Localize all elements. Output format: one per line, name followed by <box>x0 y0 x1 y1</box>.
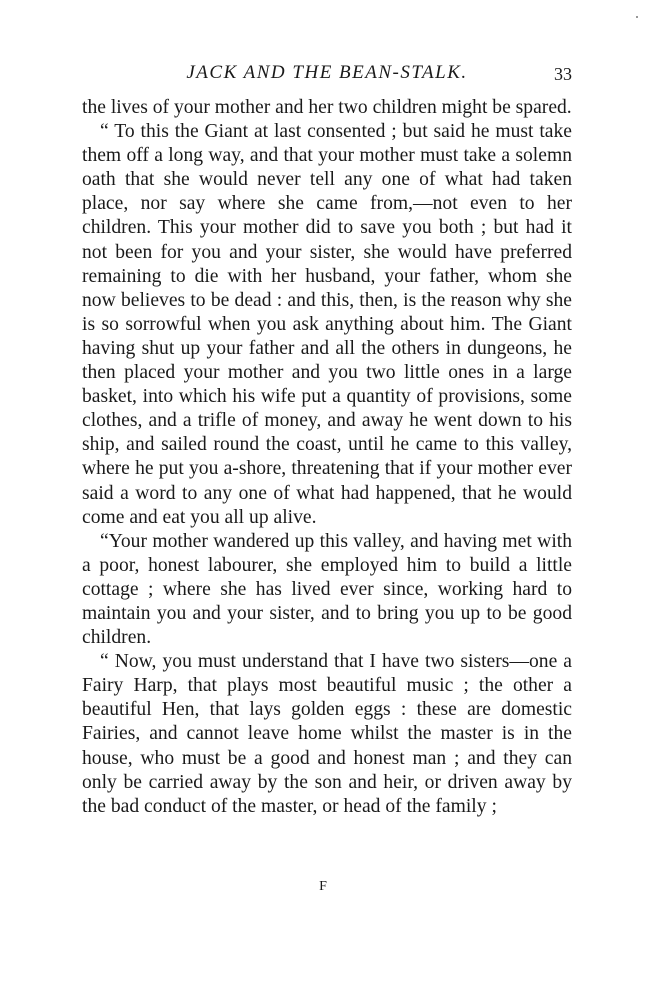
paragraph-2: “ To this the Giant at last consented ; but said he must take them off a long way, and that your mother must take a solemn oath that she would never tell any one of what had taken place, nor say where she came from,—not even to her children. This your mother did to save you both ; but had it not been for you and your sister, she would have preferred remaining to die with her husband, your father, whom she now believes to be dead : and this, then, is the reason why she is so sorrowful when you ask anything about him. The Giant having shut up your father and all the others in dungeons, he then placed your mother and you two little ones in a large basket, into which his wife put a quantity of provisions, some clothes, and a trifle of money, and away he went down to his ship, and sailed round the coast, until he came to this valley, where he put you a-shore, threatening that if your mother ever said a word to any one of what had happened, that he would come and eat you all up alive. <box>82 121 572 528</box>
signature-mark: F <box>319 879 328 894</box>
paragraph-3: “Your mother wandered up this valley, and having met with a poor, honest labourer, she employed him to build a little cottage ; where she has lived ever since, working hard to maintain you and your sister, and to bring you up to be good children. <box>82 530 572 649</box>
running-title: JACK AND THE BEAN-STALK. <box>186 62 468 83</box>
scan-speck <box>636 16 638 18</box>
body-text <box>82 96 572 819</box>
page-header <box>82 62 572 92</box>
page-number: 33 <box>554 64 572 84</box>
paragraph-1: the lives of your mother and her two children might be spared. <box>82 97 572 118</box>
paragraph-4: “ Now, you must understand that I have two sisters—one a Fairy Harp, that plays most beautiful music ; the other a beautiful Hen, that lays golden eggs : these are domestic Fairies, and cannot leave home whilst the master is in the house, who must be a good and honest man ; and they can only be carried away by the son and heir, or driven away by the bad conduct of the master, or head of the family ; <box>82 651 572 817</box>
